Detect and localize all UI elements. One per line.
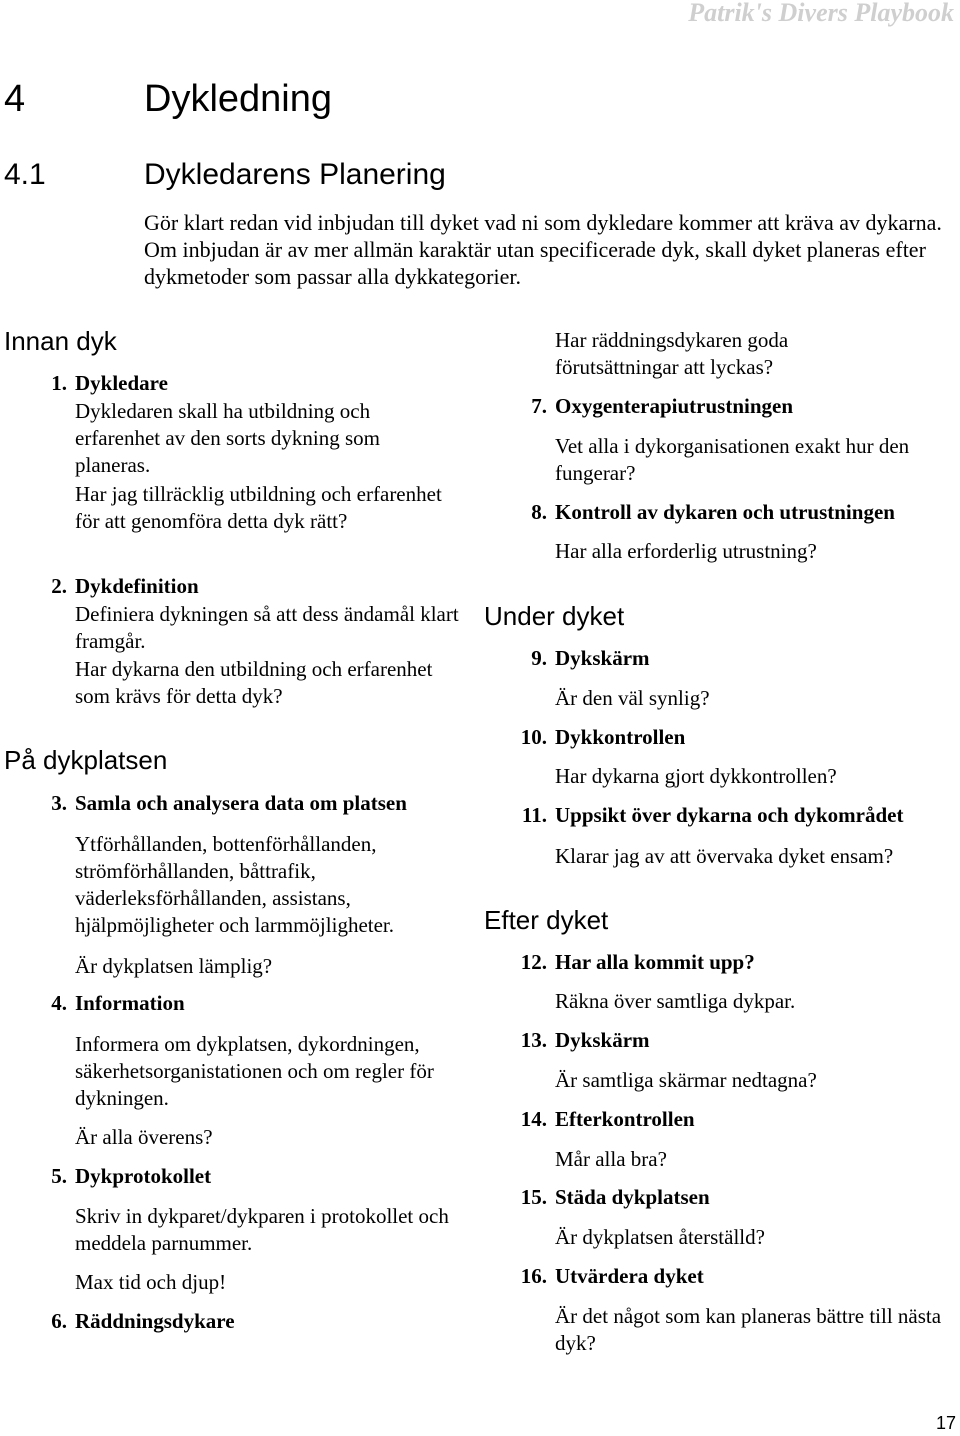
item-number: 6. bbox=[51, 1309, 67, 1333]
item-title bbox=[531, 646, 650, 671]
item-title-text: Dykdefinition bbox=[75, 574, 199, 598]
item-number: 5. bbox=[51, 1164, 67, 1188]
item-number: 14. bbox=[520, 1107, 547, 1131]
item-text: Dykledaren skall ha utbildning och erfarenhet av den sorts dykning som planeras. bbox=[75, 399, 381, 477]
item-title bbox=[51, 1309, 235, 1334]
item-text: Klarar jag av att övervaka dyket ensam? bbox=[555, 844, 894, 868]
item-text: Är det något som kan planeras bättre till nästa dyk? bbox=[555, 1304, 942, 1355]
group-heading-under-dyket: Under dyket bbox=[484, 601, 625, 631]
section-heading bbox=[4, 158, 446, 192]
page-number: 17 bbox=[935, 1413, 956, 1433]
item-text: Har räddningsdykaren goda förutsättningar att lyckas? bbox=[555, 328, 789, 379]
item-number: 12. bbox=[520, 950, 547, 974]
item-title bbox=[520, 725, 686, 750]
item-text: Har dykarna den utbildning och erfarenhet som krävs för detta dyk? bbox=[75, 657, 433, 708]
item-number: 16. bbox=[520, 1264, 547, 1288]
item-number: 8. bbox=[531, 500, 547, 524]
item-title-text: Städa dykplatsen bbox=[555, 1185, 710, 1209]
item-title-text: Dykprotokollet bbox=[75, 1164, 212, 1188]
section-title: Dykledarens Planering bbox=[144, 158, 446, 191]
intro-paragraph: Gör klart redan vid inbjudan till dyket vad ni som dykledare kommer att kräva av dykarna. Om inbjudan är av mer allmän karaktär utan specificerade dyk, skall dyket planeras efter dykmetoder som passar alla dykkategorier. bbox=[144, 210, 942, 289]
item-title bbox=[520, 1264, 704, 1289]
item-number: 2. bbox=[51, 574, 67, 598]
item-title-text: Räddningsdykare bbox=[75, 1309, 235, 1333]
chapter-title: Dykledning bbox=[144, 78, 332, 120]
item-text: Är alla överens? bbox=[75, 1125, 213, 1149]
item-number: 10. bbox=[520, 725, 547, 749]
item-text: Är dykplatsen lämplig? bbox=[75, 954, 273, 978]
chapter-number: 4 bbox=[4, 78, 26, 120]
item-title-text: Samla och analysera data om platsen bbox=[75, 791, 407, 815]
item-title bbox=[531, 394, 794, 419]
item-text: Ytförhållanden, bottenförhållanden, strömförhållanden, båttrafik, väderleksförhållanden, assistans, hjälpmöjligheter och larmmöjligheter. bbox=[75, 832, 394, 937]
item-title bbox=[520, 1028, 650, 1053]
item-text: Har jag tillräcklig utbildning och erfarenhet för att genomföra detta dyk rätt? bbox=[75, 482, 442, 533]
item-title bbox=[531, 500, 895, 525]
item-text: Är samtliga skärmar nedtagna? bbox=[555, 1068, 817, 1092]
item-text: Max tid och djup! bbox=[75, 1270, 227, 1294]
item-title bbox=[51, 574, 199, 599]
item-number: 7. bbox=[531, 394, 547, 418]
item-title-text: Dykskärm bbox=[555, 646, 650, 670]
item-number: 1. bbox=[51, 371, 67, 395]
item-title bbox=[51, 371, 168, 396]
item-title-text: Information bbox=[75, 991, 185, 1015]
item-title-text: Kontroll av dykaren och utrustningen bbox=[555, 500, 895, 524]
item-text: Definiera dykningen så att dess ändamål klart framgår. bbox=[75, 602, 459, 653]
item-title bbox=[51, 991, 185, 1016]
item-title bbox=[521, 803, 904, 828]
item-title-text: Har alla kommit upp? bbox=[555, 950, 755, 974]
section-number: 4.1 bbox=[4, 158, 46, 191]
item-text: Har dykarna gjort dykkontrollen? bbox=[555, 764, 837, 788]
item-text: Skriv in dykparet/dykparen i protokollet och meddela parnummer. bbox=[75, 1204, 449, 1255]
group-heading-innan-dyk: Innan dyk bbox=[4, 326, 117, 356]
item-title bbox=[520, 950, 755, 975]
item-title-text: Dykkontrollen bbox=[555, 725, 686, 749]
item-number: 3. bbox=[51, 791, 67, 815]
item-title bbox=[51, 791, 407, 816]
item-title-text: Dykledare bbox=[75, 371, 168, 395]
group-heading-efter-dyket: Efter dyket bbox=[484, 905, 609, 935]
group-heading-pa-dykplatsen: På dykplatsen bbox=[4, 745, 168, 775]
item-number: 15. bbox=[520, 1185, 547, 1209]
item-text: Har alla erforderlig utrustning? bbox=[555, 539, 817, 563]
chapter-heading bbox=[4, 78, 332, 121]
item-number: 9. bbox=[531, 646, 547, 670]
item-text: Räkna över samtliga dykpar. bbox=[555, 989, 796, 1013]
item-number: 4. bbox=[51, 991, 67, 1015]
item-text: Vet alla i dykorganisationen exakt hur den fungerar? bbox=[555, 434, 910, 485]
item-number: 13. bbox=[520, 1028, 547, 1052]
item-title-text: Dykskärm bbox=[555, 1028, 650, 1052]
item-text: Mår alla bra? bbox=[555, 1147, 667, 1171]
item-text: Är dykplatsen återställd? bbox=[555, 1225, 765, 1249]
item-title bbox=[520, 1107, 695, 1132]
item-text: Informera om dykplatsen, dykordningen, säkerhetsorganistationen och om regler för dykningen. bbox=[75, 1032, 434, 1110]
item-title-text: Uppsikt över dykarna och dykområdet bbox=[555, 803, 904, 827]
item-title bbox=[51, 1164, 212, 1189]
item-title-text: Oxygenterapiutrustningen bbox=[555, 394, 794, 418]
item-title-text: Utvärdera dyket bbox=[555, 1264, 704, 1288]
item-text: Är den väl synlig? bbox=[555, 686, 710, 710]
running-header: Patrik's Divers Playbook bbox=[688, 0, 954, 27]
item-title bbox=[520, 1185, 710, 1210]
item-title-text: Efterkontrollen bbox=[555, 1107, 695, 1131]
item-number: 11. bbox=[521, 803, 547, 827]
